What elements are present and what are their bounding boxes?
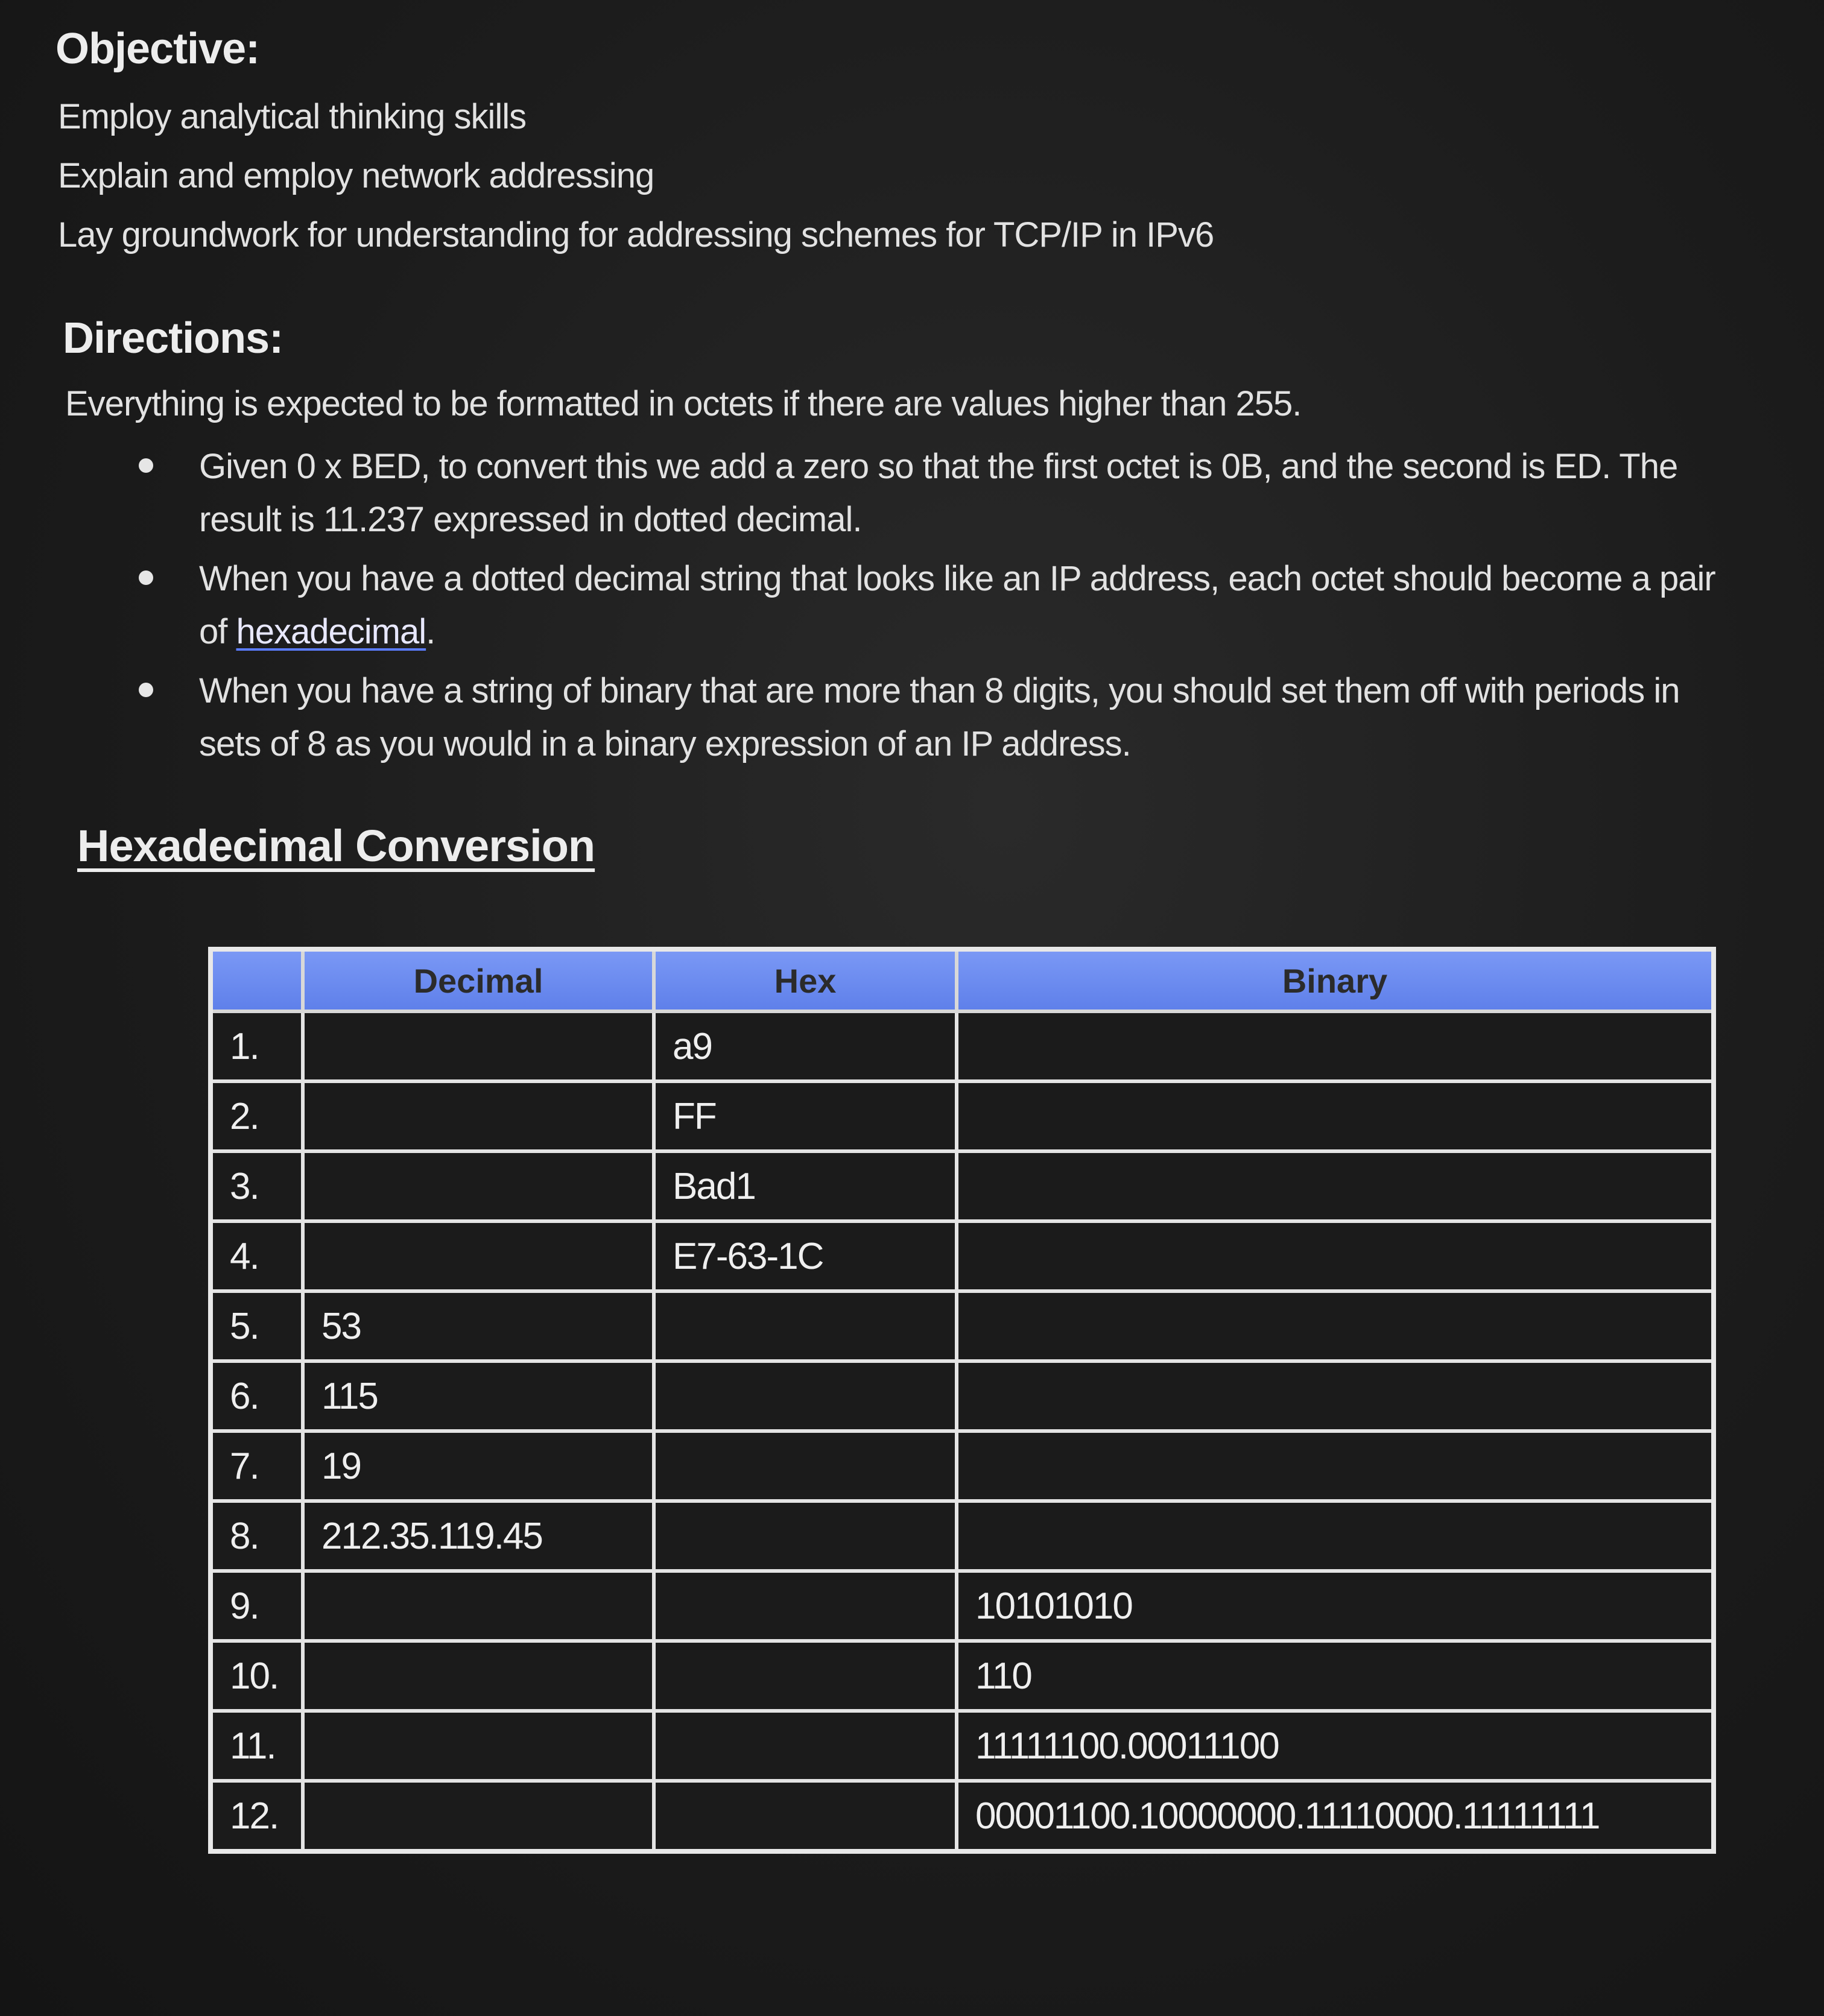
header-decimal: Decimal [303, 949, 654, 1011]
bullet-item [139, 665, 1731, 771]
decimal-cell[interactable]: 212.35.119.45 [303, 1501, 654, 1571]
binary-cell[interactable] [957, 1151, 1714, 1221]
bullet-text: Given 0 x BED, to convert this we add a zero so that the first octet is 0B, and the second is ED. The result is 11.237 expressed in dotted decimal. [199, 447, 1678, 539]
table-row [211, 1081, 1714, 1151]
binary-cell[interactable]: 110 [957, 1641, 1714, 1711]
decimal-cell[interactable] [303, 1011, 654, 1081]
decimal-cell[interactable] [303, 1781, 654, 1851]
row-number: 10. [211, 1641, 303, 1711]
table-row [211, 1221, 1714, 1291]
table-row [211, 1501, 1714, 1571]
hex-cell[interactable] [654, 1501, 957, 1571]
table-row [211, 1361, 1714, 1431]
table-row [211, 1571, 1714, 1641]
bullet-text-end: . [426, 612, 435, 651]
decimal-cell[interactable] [303, 1221, 654, 1291]
decimal-cell[interactable] [303, 1641, 654, 1711]
decimal-cell[interactable] [303, 1151, 654, 1221]
table-row [211, 1431, 1714, 1501]
row-number: 9. [211, 1571, 303, 1641]
objective-line-3: Lay groundwork for understanding for addressing schemes for TCP/IP in IPv6 [58, 215, 1214, 254]
row-number: 1. [211, 1011, 303, 1081]
binary-cell[interactable]: 10101010 [957, 1571, 1714, 1641]
hex-cell[interactable]: E7-63-1C [654, 1221, 957, 1291]
binary-cell[interactable] [957, 1011, 1714, 1081]
header-binary: Binary [957, 949, 1714, 1011]
decimal-cell[interactable] [303, 1571, 654, 1641]
decimal-cell[interactable]: 53 [303, 1291, 654, 1361]
objective-line-2: Explain and employ network addressing [58, 156, 654, 195]
table-row [211, 1781, 1714, 1851]
hex-cell[interactable]: Bad1 [654, 1151, 957, 1221]
bullet-text: When you have a string of binary that are more than 8 digits, you should set them off with periods in sets of 8 as you would in a binary expression of an IP address. [199, 671, 1680, 763]
hex-cell[interactable]: FF [654, 1081, 957, 1151]
bullet-text: When you have a dotted decimal string that looks like an IP address, each octet should become a pair of [199, 559, 1715, 651]
header-number [211, 949, 303, 1011]
binary-cell[interactable]: 11111100.00011100 [957, 1711, 1714, 1781]
table-row [211, 1291, 1714, 1361]
hex-cell[interactable]: a9 [654, 1011, 957, 1081]
conversion-table [208, 947, 1716, 1854]
row-number: 3. [211, 1151, 303, 1221]
bullet-item [139, 552, 1731, 659]
hex-cell[interactable] [654, 1431, 957, 1501]
table-row [211, 1711, 1714, 1781]
decimal-cell[interactable] [303, 1081, 654, 1151]
binary-cell[interactable] [957, 1081, 1714, 1151]
row-number: 4. [211, 1221, 303, 1291]
binary-cell[interactable] [957, 1501, 1714, 1571]
bullet-dot-icon [139, 458, 153, 473]
hex-cell[interactable] [654, 1571, 957, 1641]
row-number: 7. [211, 1431, 303, 1501]
hex-cell[interactable] [654, 1641, 957, 1711]
decimal-cell[interactable]: 115 [303, 1361, 654, 1431]
row-number: 8. [211, 1501, 303, 1571]
binary-cell[interactable] [957, 1291, 1714, 1361]
table-header-row [211, 949, 1714, 1011]
table-body [211, 1011, 1714, 1851]
row-number: 11. [211, 1711, 303, 1781]
bullet-item [139, 440, 1731, 546]
hex-cell[interactable] [654, 1361, 957, 1431]
decimal-cell[interactable] [303, 1711, 654, 1781]
directions-heading: Directions: [63, 314, 283, 362]
row-number: 6. [211, 1361, 303, 1431]
bullet-dot-icon [139, 683, 153, 697]
table-row [211, 1151, 1714, 1221]
header-hex: Hex [654, 949, 957, 1011]
hex-cell[interactable] [654, 1711, 957, 1781]
objective-line-1: Employ analytical thinking skills [58, 97, 527, 136]
bullet-dot-icon [139, 570, 153, 585]
objective-heading: Objective: [55, 25, 260, 73]
table-row [211, 1011, 1714, 1081]
binary-cell[interactable] [957, 1431, 1714, 1501]
row-number: 12. [211, 1781, 303, 1851]
row-number: 5. [211, 1291, 303, 1361]
directions-bullet-list [139, 440, 1731, 777]
binary-cell[interactable] [957, 1221, 1714, 1291]
binary-cell[interactable]: 00001100.10000000.11110000.11111111 [957, 1781, 1714, 1851]
hex-cell[interactable] [654, 1781, 957, 1851]
table-row [211, 1641, 1714, 1711]
directions-intro: Everything is expected to be formatted in octets if there are values higher than 255. [65, 384, 1302, 423]
decimal-cell[interactable]: 19 [303, 1431, 654, 1501]
row-number: 2. [211, 1081, 303, 1151]
binary-cell[interactable] [957, 1361, 1714, 1431]
hex-cell[interactable] [654, 1291, 957, 1361]
section-title: Hexadecimal Conversion [77, 821, 595, 871]
hexadecimal-link[interactable]: hexadecimal [236, 612, 426, 651]
